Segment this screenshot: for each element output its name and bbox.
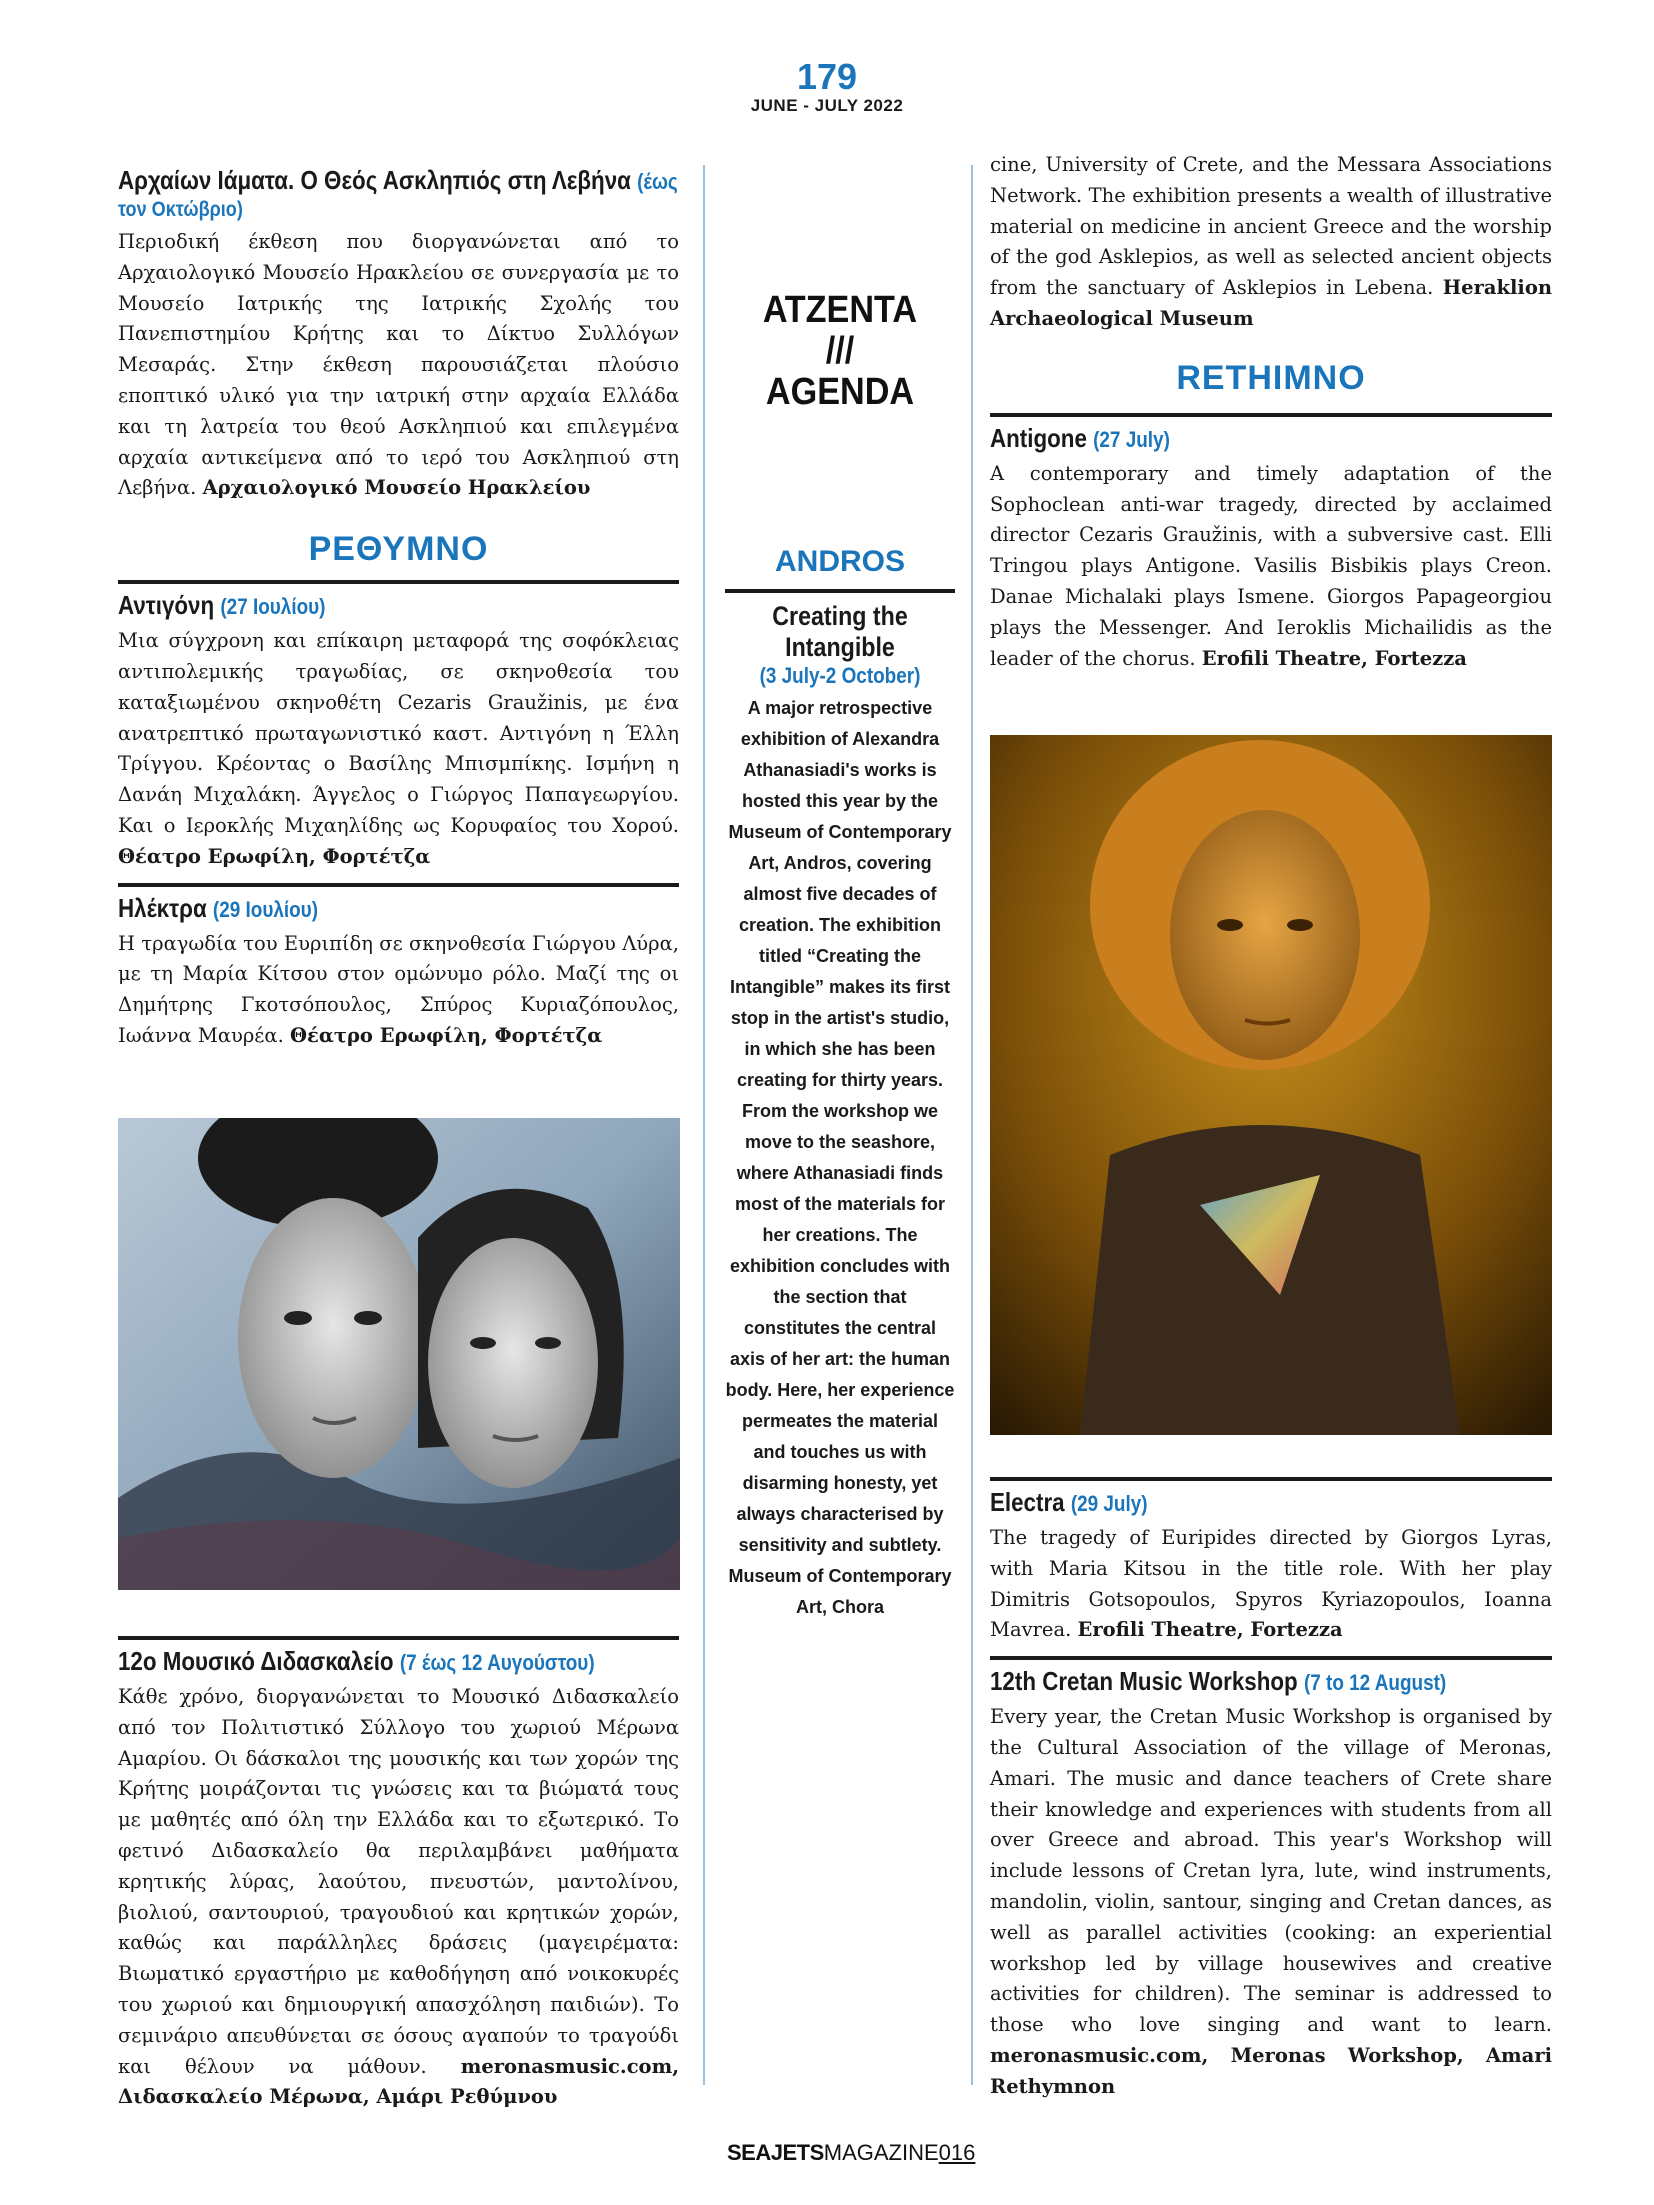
event-antigoni bbox=[118, 584, 679, 872]
photo-electra-cast bbox=[118, 1118, 680, 1590]
event-date-continued: τον Οκτώβριο) bbox=[118, 198, 243, 221]
event-rule bbox=[725, 589, 955, 593]
section-heading-andros: ANDROS bbox=[774, 545, 905, 578]
event-body: A contemporary and timely adaptation of the Sophoclean anti-war tragedy, directed by acclaimed director Cezaris Graužinis, with a subversive cast. Elli Tringou plays Antigone. Vasilis Bisbikis plays Creon. Danae Michalaki plays Ismene. Giorgos Papageorgiou plays the Messenger. And Ieroklis Michailidis as the leader of the chorus. Erofili Theatre, Fortezza bbox=[990, 461, 1552, 670]
left-column-lower bbox=[118, 1636, 679, 2113]
event-date: (7 έως 12 Αυγούστου) bbox=[399, 1650, 595, 1675]
event-electra bbox=[990, 1481, 1552, 1646]
portrait-image bbox=[118, 1118, 680, 1590]
portrait-image bbox=[990, 735, 1552, 1435]
event-title: 12ο Μουσικό Διδασκαλείο (7 έως 12 Αυγούστου) bbox=[118, 1646, 595, 1676]
event-body: Περιοδική έκθεση που διοργανώνεται από το Αρχαιολογικό Μουσείο Ηρακλείου σε συνεργασία με το Μουσείο Ιατρικής της Ιατρικής Σχολής του Πανεπιστημίου Κρήτης και το Δίκτυο Συλλόγων Μεσαράς. Στην έκθεση παρουσιάζεται πλούσιο εποπτικό υλικό για την ιατρική στην αρχαία Ελλάδα και τη λατρεία του θεού Ασκληπιού και επιλεγμένα αρχαία αντικείμενα από το ιερό του Ασκληπιού στη Λεβήνα. Αρχαιολογικό Μουσείο Ηρακλείου bbox=[118, 230, 679, 500]
event-venue: meronasmusic.com, Meronas Workshop, Amari Rethymnon bbox=[990, 2043, 1552, 2098]
page-number: 179 bbox=[796, 56, 858, 97]
event-ilektra bbox=[118, 887, 679, 1052]
event-body: The tragedy of Euripides directed by Giorgos Lyras, with Maria Kitsou in the title role. With her play Dimitris Gotsopoulos, Spyros Kyriazopoulos, Ioanna Mavrea. Erofili Theatre, Fortezza bbox=[990, 1526, 1552, 1642]
event-body: Μια σύγχρονη και επίκαιρη μεταφορά της σοφόκλειας αντιπολεμικής τραγωδίας, σε σκηνοθεσία του καταξιωμένου σκηνοθέτη Cezaris Graužinis, με ένα ανατρεπτικό πρωταγωνιστικό καστ. Αντιγόνη η Έλλη Τρίγγου. Κρέοντας ο Βασίλης Μπισμπίκης. Ισμήνη η Δανάη Μιχαλάκη. Άγγελος ο Γιώργος Παπαγεωργίου. Και ο Ιεροκλής Μιχαηλίδης ως Κορυφαίος του Χορού. Θέατρο Ερωφίλη, Φορτέτζα bbox=[118, 629, 679, 868]
event-date: (27 Ιουλίου) bbox=[220, 594, 326, 620]
section-heading-rethimno: RETHIMNO bbox=[1176, 358, 1366, 397]
page-header bbox=[727, 58, 927, 116]
column-divider-right bbox=[971, 165, 973, 2085]
event-title: 12th Cretan Music Workshop (7 to 12 August) bbox=[990, 1666, 1447, 1697]
column-divider-left bbox=[703, 165, 705, 2085]
agenda-slashes: /// bbox=[825, 330, 855, 372]
photo-antigone bbox=[990, 735, 1552, 1435]
event-date: (3 July-2 October) bbox=[759, 663, 921, 688]
right-column-lower bbox=[990, 1477, 1552, 2103]
footer-issue: 016 bbox=[938, 2140, 976, 2165]
event-body: Η τραγωδία του Ευριπίδη σε σκηνοθεσία Γιώργου Λύρα, με τη Μαρία Κίτσου στον ομώνυμο ρόλο. Μαζί της οι Δημήτρης Γκοτσόπουλος, Σπύρος Κυριαζόπουλος, Ιωάννα Μαυρέα. Θέατρο Ερωφίλη, Φορτέτζα bbox=[118, 931, 679, 1047]
event-title: Electra (29 July) bbox=[990, 1487, 1148, 1517]
event-body: A major retrospective exhibition of Alexandra Athanasiadi's works is hosted this year by the Museum of Contemporary Art, Andros, covering almost five decades of creation. The exhibition titled “Creating the Intangible” makes its first stop in the artist's studio, in which she has been creating for thirty years. From the workshop we move to the seashore, where Athanasiadi finds most of the materials for her creations. The exhibition concludes with the section that constitutes the central axis of her art: the human body. Here, her experience permeates the material and touches us with disarming honesty, yet always characterised by sensitivity and subtlety. Museum of Contemporary Art, Chora bbox=[725, 698, 955, 1617]
agenda-english: AGENDA bbox=[765, 371, 915, 413]
event-venue: Museum of Contemporary Art, Chora bbox=[728, 1566, 952, 1617]
event-body: Κάθε χρόνο, διοργανώνεται το Μουσικό Διδασκαλείο από τον Πολιτιστικό Σύλλογο του χωριού Μέρωνα Αμαρίου. Οι δάσκαλοι της μουσικής και των χορών της Κρήτης μοιράζονται τις γνώσεις και τα βιώματά τους με μαθητές από όλη την Ελλάδα και το εξωτερικό. Το φετινό Διδασκαλείο θα περιλαμβάνει μαθήματα κρητικής λύρας, λαούτου, πνευστών, μαντολίνου, βιολιού, σαντουριού, τραγουδιού και κρητικών χορών, καθώς και παράλληλες δράσεις (μαγειρέματα: Βιωματικό εργαστήριο με καθοδήγηση από νοικοκυρές του χωριού και δημιουργική απασχόληση παιδιών). Το σεμινάριο απευθύνεται σε όσους αγαπούν το τραγούδι και θέλουν να μάθουν. meronasmusic.com, Διδασκαλείο Μέρωνα, Αμάρι Ρεθύμνου bbox=[118, 1685, 679, 2109]
event-antigone bbox=[990, 417, 1552, 675]
event-archaion-iamata bbox=[118, 165, 679, 504]
footer-brand: SEAJETS bbox=[727, 2140, 824, 2165]
event-venue: Heraklion Archaeological Museum bbox=[990, 276, 1552, 330]
issue-date: JUNE - JULY 2022 bbox=[750, 96, 904, 115]
right-column bbox=[990, 150, 1552, 674]
event-venue: Θέατρο Ερωφίλη, Φορτέτζα bbox=[118, 844, 431, 868]
event-cretan-music-workshop bbox=[990, 1660, 1552, 2102]
footer-word: MAGAZINE bbox=[823, 2140, 939, 2165]
left-column bbox=[118, 165, 679, 1052]
middle-column bbox=[725, 545, 955, 1641]
event-date: (29 July) bbox=[1070, 1491, 1148, 1516]
event-date: (29 Ιουλίου) bbox=[212, 896, 319, 922]
event-mousiko-didaskaleio bbox=[118, 1640, 679, 2113]
event-title: Αρχαίων Ιάματα. Ο Θεός Ασκληπιός στη Λεβήνα (έως bbox=[118, 165, 678, 195]
event-date: (έως bbox=[637, 169, 678, 194]
event-venue: Erofili Theatre, Fortezza bbox=[1201, 646, 1467, 670]
event-venue: Erofili Theatre, Fortezza bbox=[1077, 1618, 1343, 1642]
agenda-greek: ΑΤΖΕΝΤΑ bbox=[762, 289, 918, 331]
event-title: Antigone (27 July) bbox=[990, 422, 1170, 453]
event-venue: Θέατρο Ερωφίλη, Φορτέτζα bbox=[289, 1023, 603, 1047]
continued-body: cine, University of Crete, and the Messara Associations Network. The exhibition presents a wealth of illustrative material on medicine in ancient Greece and the worship of the god Asklepios, as well as selected ancient objects from the sanctuary of Asklepios in Lebena. Heraklion Archaeological Museum bbox=[990, 153, 1552, 330]
section-heading-rethymno: ΡΕΘΥΜΝΟ bbox=[308, 530, 489, 569]
event-body: Every year, the Cretan Music Workshop is organised by the Cultural Association of the village of Meronas, Amari. The music and dance teachers of Crete share their knowledge and experiences with students from all over Greece and abroad. This year's Workshop will include lessons of Cretan lyra, lute, wind instruments, mandolin, violin, santour, singing and Cretan dances, as well as parallel activities (cooking: an experiential workshop led by village housewives and creative activities for children). The seminar is addressed to those who love singing and want to learn. meronasmusic.com, Meronas Workshop, Amari Rethymnon bbox=[990, 1705, 1552, 2098]
event-title: Ηλέκτρα (29 Ιουλίου) bbox=[118, 892, 319, 923]
event-title-line1: Creating the bbox=[772, 601, 908, 631]
page-footer bbox=[727, 2140, 976, 2166]
event-date: (7 to 12 August) bbox=[1303, 1670, 1447, 1696]
event-venue: Αρχαιολογικό Μουσείο Ηρακλείου bbox=[202, 476, 591, 500]
event-date: (27 July) bbox=[1093, 426, 1170, 452]
event-title-line2: Intangible bbox=[785, 632, 895, 662]
agenda-badge bbox=[725, 290, 955, 413]
event-venue: meronasmusic.com, Διδασκαλείο Μέρωνα, Αμάρι Ρεθύμνου bbox=[118, 2054, 679, 2109]
event-title: Αντιγόνη (27 Ιουλίου) bbox=[118, 590, 326, 621]
